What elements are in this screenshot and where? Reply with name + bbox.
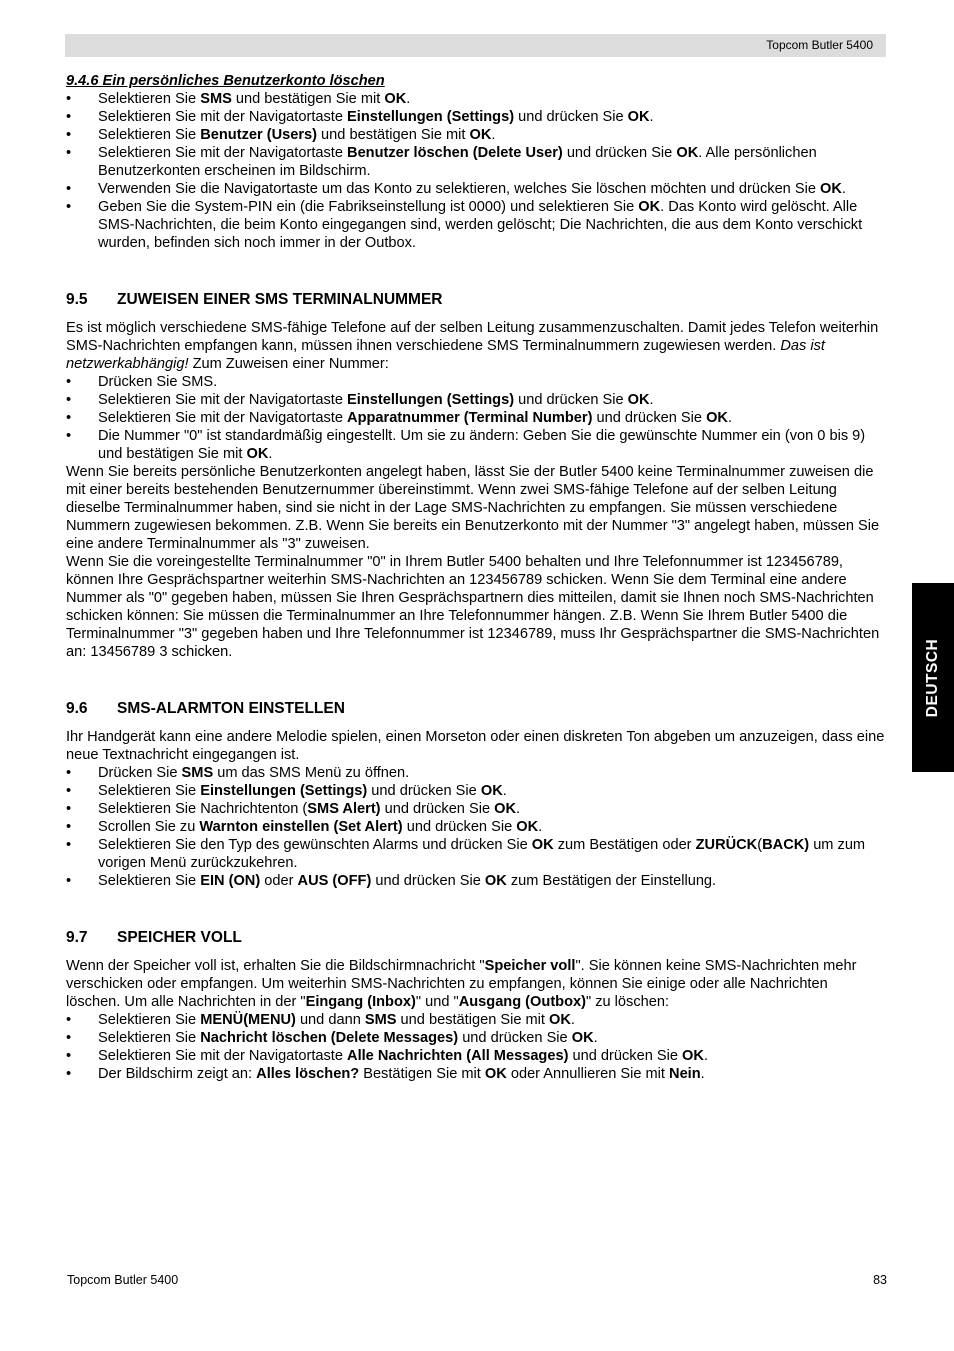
list-item: • Verwenden Sie die Navigatortaste um das Konto zu selektieren, welches Sie löschen möchten und drücken Sie OK. [66, 180, 886, 198]
list-item: • Selektieren Sie Nachricht löschen (Delete Messages) und drücken Sie OK. [66, 1029, 886, 1047]
list-item: • Selektieren Sie SMS und bestätigen Sie mit OK. [66, 90, 886, 108]
list-item: • Selektieren Sie Benutzer (Users) und bestätigen Sie mit OK. [66, 126, 886, 144]
section-heading [66, 928, 886, 948]
bullet-list [66, 90, 886, 252]
list-item: • Selektieren Sie den Typ des gewünschten Alarms und drücken Sie OK zum Bestätigen oder ZURÜCK(BACK) um zum vorigen Menü zurückzukehren. [66, 836, 886, 872]
section-title: SMS-ALARMTON EINSTELLEN [117, 700, 345, 717]
page-content [66, 72, 886, 1083]
section-number: 9.7 [66, 929, 88, 946]
bullet-list [66, 373, 886, 463]
section-number: 9.5 [66, 291, 88, 308]
subsection-title: 9.4.6 Ein persönliches Benutzerkonto löschen [66, 73, 385, 89]
list-item: • Selektieren Sie EIN (ON) oder AUS (OFF) und drücken Sie OK zum Bestätigen der Einstellung. [66, 872, 886, 890]
list-item: • Selektieren Sie Einstellungen (Settings) und drücken Sie OK. [66, 782, 886, 800]
list-item: • Selektieren Sie mit der Navigatortaste Einstellungen (Settings) und drücken Sie OK. [66, 108, 886, 126]
footer-product-name: Topcom Butler 5400 [67, 1273, 179, 1287]
section-number: 9.6 [66, 700, 88, 717]
paragraph: Ihr Handgerät kann eine andere Melodie spielen, einen Morseton oder einen diskreten Ton abgeben um anzuzeigen, dass eine neue Textnachricht eingegangen ist. [66, 729, 885, 763]
list-item: • Die Nummer "0" ist standardmäßig eingestellt. Um sie zu ändern: Geben Sie die gewünschte Nummer ein (von 0 bis 9) und bestätigen Sie mit OK. [66, 427, 886, 463]
paragraph: Es ist möglich verschiedene SMS-fähige Telefone auf der selben Leitung zusammenzuschalten. Damit jedes Telefon weiterhin SMS-Nachrichten empfangen kann, müssen ihnen verschiedene SMS Terminalnummern zugewiesen werden. Das ist netzwerkabhängig! Zum Zuweisen einer Nummer: [66, 320, 879, 372]
list-item: • Selektieren Sie mit der Navigatortaste Alle Nachrichten (All Messages) und drücken Sie OK. [66, 1047, 886, 1065]
paragraph: Wenn Sie die voreingestellte Terminalnummer "0" in Ihrem Butler 5400 behalten und Ihre Telefonnummer ist 123456789, können Ihre Gesprächspartner weiterhin SMS-Nachrichten an 123456789 schicken. Wenn Sie dem Terminal eine andere Nummer als "0" gegeben haben, müssen Sie Ihren Gesprächspartnern dies mitteilen, damit sie Ihnen noch SMS-Nachrichten schicken können: Sie müssen die Terminalnummer an Ihre Telefonnummer hängen. Z.B. Wenn Sie Ihrem Butler 5400 die Terminalnummer "3" gegeben haben und Ihre Telefonnummer ist 12346789, muss Ihr Gesprächspartner die SMS-Nachrichten an: 13456789 3 schicken. [66, 554, 880, 660]
side-tab-label: DEUTSCH [924, 638, 941, 717]
bullet-list [66, 764, 886, 890]
header-bar [65, 34, 886, 57]
section-heading [66, 290, 886, 310]
bullet-list [66, 1011, 886, 1083]
list-item: • Scrollen Sie zu Warnton einstellen (Set Alert) und drücken Sie OK. [66, 818, 886, 836]
list-item: • Drücken Sie SMS. [66, 373, 886, 391]
header-title: Topcom Butler 5400 [766, 38, 873, 52]
list-item: • Drücken Sie SMS um das SMS Menü zu öffnen. [66, 764, 886, 782]
list-item: • Selektieren Sie mit der Navigatortaste Apparatnummer (Terminal Number) und drücken Sie OK. [66, 409, 886, 427]
list-item: • Selektieren Sie mit der Navigatortaste Benutzer löschen (Delete User) und drücken Sie OK. Alle persönlichen Benutzerkonten erscheinen im Bildschirm. [66, 144, 886, 180]
language-side-tab [912, 583, 954, 772]
paragraph: Wenn Sie bereits persönliche Benutzerkonten angelegt haben, lässt Sie der Butler 5400 keine Terminalnummer zuweisen die mit einer bereits bestehenden Benutzernummer übereinstimmt. Wenn zwei SMS-fähige Telefone auf der selben Leitung dieselbe Terminalnummer haben, sind sie nicht in der Lage SMS-Nachrichten zu empfangen. Sie müssen verschiedene Nummern zugewiesen bekommen. Z.B. Wenn Sie bereits ein Benutzerkonto mit der Nummer "3" angelegt haben, müssen Sie eine andere Terminalnummer als "3" zuweisen. [66, 464, 880, 552]
section-title: SPEICHER VOLL [117, 929, 242, 946]
list-item: • Selektieren Sie MENÜ(MENU) und dann SMS und bestätigen Sie mit OK. [66, 1011, 886, 1029]
page-number: 83 [873, 1273, 887, 1287]
list-item: • Selektieren Sie mit der Navigatortaste Einstellungen (Settings) und drücken Sie OK. [66, 391, 886, 409]
list-item: • Geben Sie die System-PIN ein (die Fabrikseinstellung ist 0000) und selektieren Sie OK. Das Konto wird gelöscht. Alle SMS-Nachrichten, die beim Konto eingegangen sind, werden gelöscht; Die Nachrichten, die aus dem Konto verschickt wurden, befinden sich noch immer in der Outbox. [66, 198, 886, 252]
section-heading [66, 699, 886, 719]
list-item: • Der Bildschirm zeigt an: Alles löschen? Bestätigen Sie mit OK oder Annullieren Sie mit Nein. [66, 1065, 886, 1083]
paragraph: Wenn der Speicher voll ist, erhalten Sie die Bildschirmnachricht "Speicher voll". Sie können keine SMS-Nachrichten mehr verschicken oder empfangen. Um weiterhin SMS-Nachrichten zu empfangen, können Sie einige oder alle Nachrichten löschen. Um alle Nachrichten in der "Eingang (Inbox)" und "Ausgang (Outbox)" zu löschen: [66, 958, 857, 1010]
section-title: ZUWEISEN EINER SMS TERMINALNUMMER [117, 291, 443, 308]
list-item: • Selektieren Sie Nachrichtenton (SMS Alert) und drücken Sie OK. [66, 800, 886, 818]
